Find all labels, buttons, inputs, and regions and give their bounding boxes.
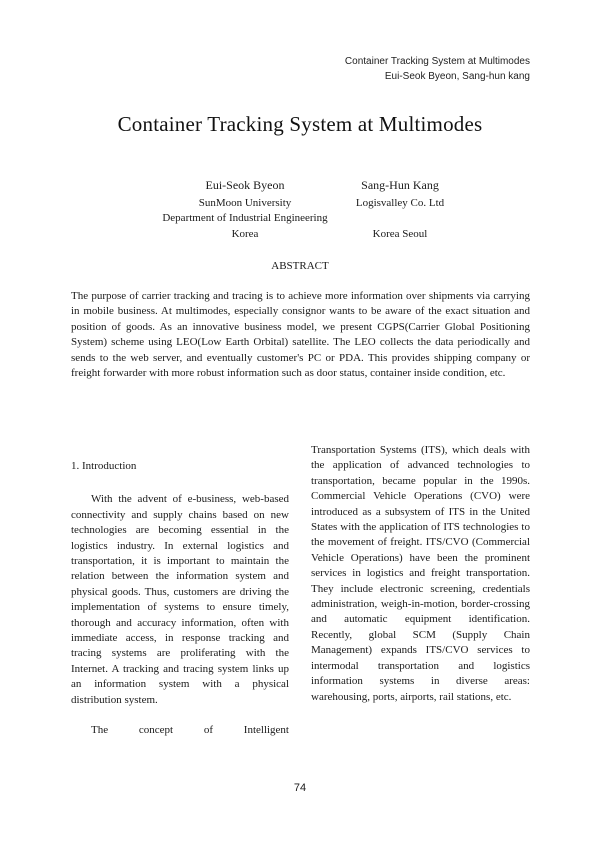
author-block-1 [150, 178, 340, 242]
intro-paragraph-2-start: The concept of Intelligent [91, 724, 289, 737]
running-header-title: Container Tracking System at Multimodes [344, 56, 530, 67]
abstract-text: The purpose of carrier tracking and tracing is to achieve more information over shipments via carrying in mobile business. At multimodes, especially consignor wants to be aware of the exact situation and position of goods. As an innovative business model, we present CGPS(Carrier Global Positioning System) scheme using LEO(Low Earth Orbital) satellite. The LEO collects the data periodically and sends to the web server, and eventually customer's PC or PDA. This provides shipping company or freight forwarder with more robust information such as door status, container inside condition, etc. [71, 290, 530, 380]
intro-paragraph-2-continued: Transportation Systems (ITS), which deals with the application of advanced technologies to transportation, became popular in the 1990s. Commercial Vehicle Operations (CVO) were introduced as a subsystem of ITS in the United States with the application of ITS technologies to the movement of freight. ITS/CVO (Commercial Vehicle Operations) have been the prominent services in logistics and freight transportation. They include electronic screening, credentials administration, weigh-in-motion, border-crossing and automatic equipment identification. Recently, global SCM (Supply Chain Management) expands ITS/CVO services to intermodal transportation and logistics information systems in diverse areas: warehousing, ports, airports, rail stations, etc. [311, 444, 530, 703]
author-department: Department of Industrial Engineering [162, 212, 328, 224]
running-header [345, 54, 530, 84]
intro-paragraph-1: With the advent of e-business, web-based connectivity and supply chains based on new technologies are becoming essential in the logistics industry. In external logistics and transportation, it is important to maintain the relation between the information system and physical goods. Thus, customers are driving the implementation of systems to ensure timely, thorough and accuracy information, often with immediate access, in response tracking and tracing systems are proliferating with the Internet. A tracking and tracing system links up an information system with a physical distribution system. [71, 493, 289, 706]
right-column [311, 443, 530, 705]
author-affiliation: Logisvalley Co. Ltd [355, 196, 445, 209]
author-location: Korea [231, 227, 259, 240]
running-header-authors: Eui-Seok Byeon, Sang-hun kang [384, 71, 530, 82]
section-heading: 1. Introduction [71, 460, 137, 472]
author-name: Sang-Hun Kang [361, 178, 439, 192]
author-location: Korea Seoul [372, 227, 428, 240]
left-column [71, 459, 289, 739]
author-affiliation: SunMoon University [198, 196, 292, 209]
author-block-2 [330, 178, 470, 242]
abstract-heading: ABSTRACT [271, 260, 329, 272]
paper-title: Container Tracking System at Multimodes [117, 112, 483, 136]
page-number: 74 [293, 782, 307, 794]
author-name: Eui-Seok Byeon [205, 178, 285, 192]
